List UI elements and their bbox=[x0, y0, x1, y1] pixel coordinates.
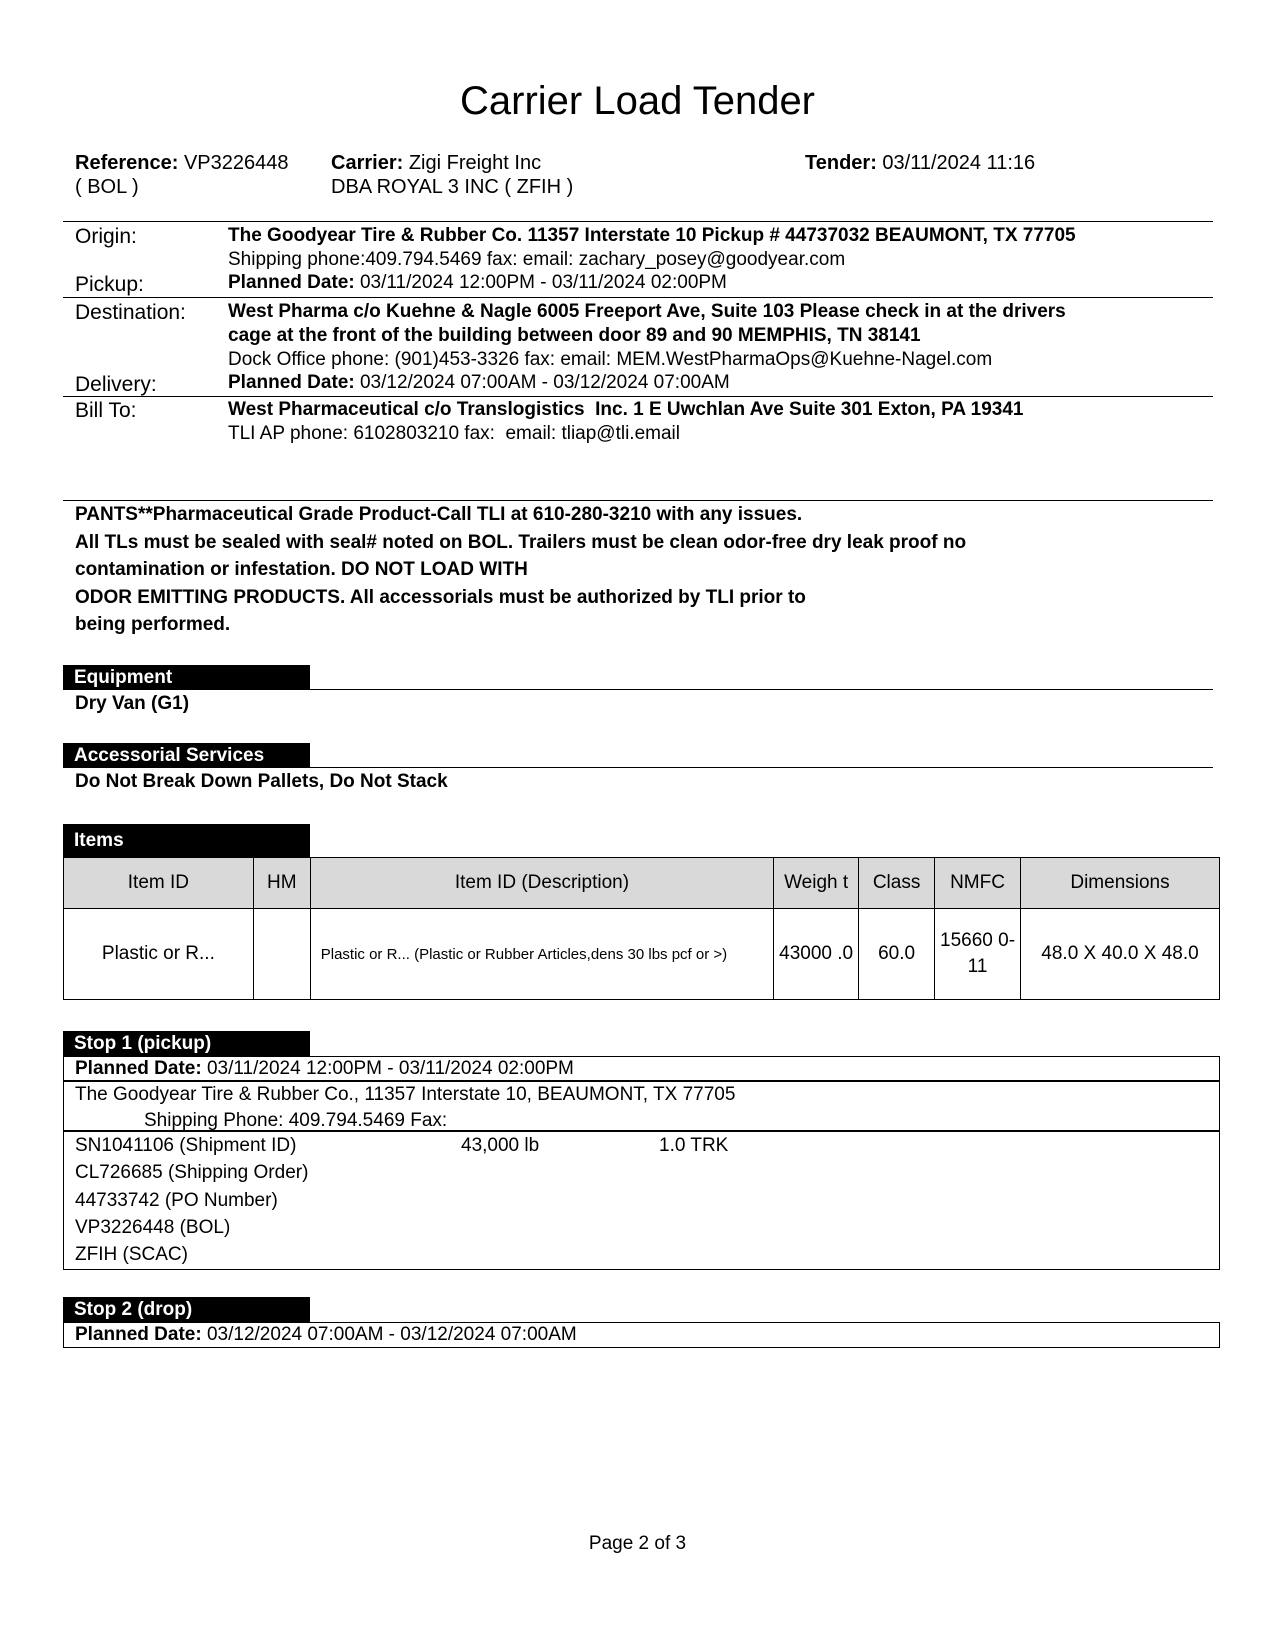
bill-to-contact: TLI AP phone: 6102803210 fax: email: tliap@tli.email bbox=[228, 423, 680, 444]
table-header-row bbox=[64, 858, 1220, 909]
reference-field bbox=[75, 151, 289, 175]
table-row bbox=[64, 909, 1220, 1000]
reference-value: VP3226448 bbox=[183, 152, 289, 174]
destination-address-line2: cage at the front of the building between door 89 and 90 MEMPHIS, TN 38141 bbox=[228, 325, 921, 346]
planned-date-value: 03/11/2024 12:00PM - 03/11/2024 02:00PM bbox=[206, 1058, 574, 1079]
carrier-field bbox=[331, 151, 541, 175]
planned-date-value: 03/11/2024 12:00PM - 03/11/2024 02:00PM bbox=[359, 272, 727, 293]
stop1-weight: 43,000 lb bbox=[461, 1135, 540, 1156]
carrier-sub: DBA ROYAL 3 INC ( ZFIH ) bbox=[331, 176, 574, 198]
column-header-class: Class bbox=[859, 858, 935, 909]
divider bbox=[63, 221, 1213, 222]
planned-date-value: 03/12/2024 07:00AM - 03/12/2024 07:00AM bbox=[359, 372, 730, 393]
stop1-phone: Shipping Phone: 409.794.5469 Fax: bbox=[144, 1110, 448, 1131]
planned-date-value: 03/12/2024 07:00AM - 03/12/2024 07:00AM bbox=[206, 1324, 577, 1345]
delivery-planned bbox=[228, 371, 730, 395]
delivery-label: Delivery: bbox=[75, 373, 157, 396]
note-line: being performed. bbox=[75, 614, 231, 635]
column-header-hm: HM bbox=[253, 858, 310, 909]
stop2-heading: Stop 2 (drop) bbox=[63, 1297, 310, 1322]
bill-to-label: Bill To: bbox=[75, 399, 137, 422]
reference-sub: ( BOL ) bbox=[75, 176, 139, 198]
description-cell: Plastic or R... (Plastic or Rubber Articles,dens 30 lbs pcf or >) bbox=[310, 909, 773, 1000]
stop1-ref: SN1041106 (Shipment ID) bbox=[75, 1135, 297, 1156]
page-title: Carrier Load Tender bbox=[459, 79, 816, 123]
bill-to-address: West Pharmaceutical c/o Translogistics Inc. 1 E Uwchlan Ave Suite 301 Exton, PA 19341 bbox=[228, 399, 1024, 420]
stop1-heading: Stop 1 (pickup) bbox=[63, 1031, 310, 1056]
accessorial-heading: Accessorial Services bbox=[63, 743, 310, 768]
nmfc-cell: 15660 0-11 bbox=[935, 909, 1021, 1000]
destination-address-line1: West Pharma c/o Kuehne & Nagle 6005 Freeport Ave, Suite 103 Please check in at the drivers bbox=[228, 301, 1066, 322]
origin-label: Origin: bbox=[75, 225, 137, 248]
column-header-weight: Weigh t bbox=[774, 858, 859, 909]
destination-label: Destination: bbox=[75, 301, 186, 324]
divider bbox=[310, 689, 1213, 690]
reference-label: Reference: bbox=[75, 152, 179, 174]
carrier-label: Carrier: bbox=[331, 152, 404, 174]
column-header-dimensions: Dimensions bbox=[1021, 858, 1220, 909]
stop1-ref: CL726685 (Shipping Order) bbox=[75, 1162, 309, 1183]
divider bbox=[310, 767, 1213, 768]
tender-label: Tender: bbox=[805, 152, 877, 174]
stop1-planned bbox=[75, 1057, 574, 1081]
pickup-label: Pickup: bbox=[75, 273, 144, 296]
origin-contact: Shipping phone:409.794.5469 fax: email: zachary_posey@goodyear.com bbox=[228, 249, 846, 270]
note-line: All TLs must be sealed with seal# noted on BOL. Trailers must be clean odor-free dry leak proof no bbox=[75, 532, 967, 553]
stop1-ref: ZFIH (SCAC) bbox=[75, 1244, 188, 1265]
destination-contact: Dock Office phone: (901)453-3326 fax: email: MEM.WestPharmaOps@Kuehne-Nagel.com bbox=[228, 349, 993, 370]
items-table bbox=[63, 857, 1220, 1000]
pickup-planned bbox=[228, 271, 727, 295]
equipment-heading: Equipment bbox=[63, 665, 310, 690]
divider bbox=[63, 500, 1213, 501]
divider bbox=[63, 297, 1213, 298]
stop1-quantity: 1.0 TRK bbox=[659, 1135, 729, 1156]
note-line: PANTS**Pharmaceutical Grade Product-Call TLI at 610-280-3210 with any issues. bbox=[75, 504, 803, 525]
stop2-planned bbox=[75, 1323, 577, 1347]
column-header-description: Item ID (Description) bbox=[310, 858, 773, 909]
divider bbox=[63, 396, 1213, 397]
dimensions-cell: 48.0 X 40.0 X 48.0 bbox=[1021, 909, 1220, 1000]
weight-cell: 43000 .0 bbox=[774, 909, 859, 1000]
page-number: Page 2 of 3 bbox=[588, 1533, 687, 1554]
carrier-value: Zigi Freight Inc bbox=[408, 152, 542, 174]
column-header-nmfc: NMFC bbox=[935, 858, 1021, 909]
column-header-item-id: Item ID bbox=[64, 858, 254, 909]
note-line: contamination or infestation. DO NOT LOAD WITH bbox=[75, 559, 528, 580]
item-id-cell: Plastic or R... bbox=[64, 909, 254, 1000]
planned-date-label: Planned Date: bbox=[228, 372, 355, 393]
class-cell: 60.0 bbox=[859, 909, 935, 1000]
stop1-address: The Goodyear Tire & Rubber Co., 11357 Interstate 10, BEAUMONT, TX 77705 bbox=[75, 1084, 736, 1105]
items-heading: Items bbox=[63, 824, 310, 857]
hm-cell bbox=[253, 909, 310, 1000]
note-line: ODOR EMITTING PRODUCTS. All accessorials must be authorized by TLI prior to bbox=[75, 587, 806, 608]
stop1-ref: VP3226448 (BOL) bbox=[75, 1217, 231, 1238]
equipment-value: Dry Van (G1) bbox=[75, 693, 190, 714]
accessorial-value: Do Not Break Down Pallets, Do Not Stack bbox=[75, 771, 448, 792]
origin-address: The Goodyear Tire & Rubber Co. 11357 Interstate 10 Pickup # 44737032 BEAUMONT, TX 77705 bbox=[228, 225, 1076, 246]
planned-date-label: Planned Date: bbox=[75, 1058, 202, 1079]
tender-value: 03/11/2024 11:16 bbox=[882, 152, 1036, 174]
stop1-ref: 44733742 (PO Number) bbox=[75, 1190, 278, 1211]
tender-field bbox=[805, 151, 1035, 175]
planned-date-label: Planned Date: bbox=[228, 272, 355, 293]
planned-date-label: Planned Date: bbox=[75, 1324, 202, 1345]
